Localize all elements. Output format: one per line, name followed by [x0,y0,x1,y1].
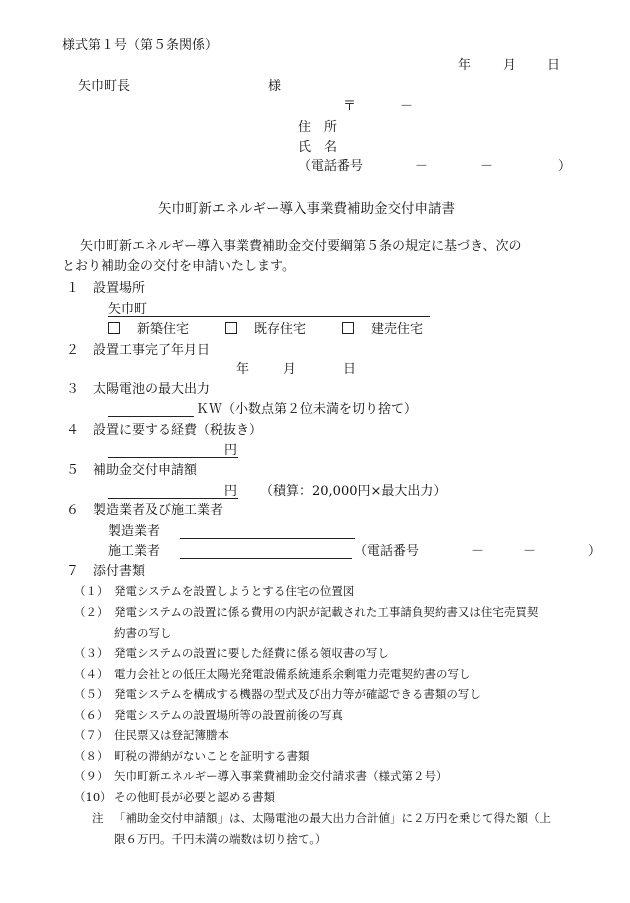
attachment-10-text: その他町長が必要と認める書類 [114,790,275,804]
item-6-number: ６ [66,503,80,518]
phone-line: （電話番号 － － ） [298,159,572,174]
attachment-6-text: 発電システムの設置場所等の設置前後の写真 [114,708,343,722]
item-3-number: ３ [66,382,80,397]
item-2-year: 年 [236,362,250,377]
option-built-for-sale[interactable]: 建売住宅 [342,322,423,338]
attachment-2-text: 発電システムの設置に係る費用の内訳が記載された工事請負契約書又は住宅売買契 [114,605,539,619]
note-line-1: 「補助金交付申請額」は、太陽電池の最大出力合計値」に２万円を乗じて得た額（上 [114,811,551,825]
item-3-output-blank[interactable] [108,402,194,417]
attachment-9-text: 矢巾町新エネルギー導入事業費補助金交付請求書（様式第２号） [114,769,448,783]
attachment-3-text: 発電システムの設置に要した経費に係る領収書の写し [114,646,389,660]
option-existing-house[interactable]: 既存住宅 [225,322,306,338]
name-label: 氏 名 [298,140,338,155]
item-4-number: ４ [66,423,80,438]
attachment-6-number: （６） [74,708,109,722]
item-2-label: 設置工事完了年月日 [93,343,211,358]
intro-line-2: とおり補助金の交付を申請いたします。 [62,259,295,274]
date-month: 月 [503,58,517,73]
option-new-house[interactable]: 新築住宅 [108,322,189,338]
item-1-address-blank[interactable] [108,302,430,317]
item-5-number: ５ [66,463,80,478]
attachment-3-number: （３） [74,646,109,660]
item-4-label: 設置に要する経費（税抜き） [93,423,263,438]
item-4-unit: 円 [224,443,238,458]
item-1-town: 矢巾町 [108,302,148,317]
checkbox-icon[interactable] [342,322,354,334]
item-2-day: 日 [343,362,357,377]
item-7-number: ７ [66,564,80,579]
addressee-honorific: 様 [268,79,282,94]
attachment-7-text: 住民票又は登記簿謄本 [114,728,229,742]
date-day: 日 [547,58,561,73]
maker-label: 製造業者 [108,524,161,539]
item-7-label: 添付書類 [93,564,146,579]
attachment-1-number: （１） [74,584,109,598]
checkbox-icon[interactable] [108,322,120,334]
item-2-month: 月 [283,362,297,377]
item-2-number: ２ [66,343,80,358]
item-5-unit: 円 [224,484,238,499]
builder-phone: （電話番号 － － ） [354,544,602,559]
attachment-5-text: 発電システムを構成する機器の型式及び出力等が確認できる書類の写し [114,687,481,701]
attachment-9-number: （９） [74,769,109,783]
form-label: 様式第１号（第５条関係） [62,38,219,53]
attachment-10-number: （10） [74,790,112,804]
attachment-2-continuation: 約書の写し [114,626,172,640]
attachment-8-text: 町税の滞納がないことを証明する書類 [114,749,310,763]
postal-dash: － [400,99,414,114]
intro-line-1: 矢巾町新エネルギー導入事業費補助金交付要綱第５条の規定に基づき、次の [80,239,522,254]
item-3-label: 太陽電池の最大出力 [93,382,211,397]
item-5-amount-blank[interactable] [108,484,238,499]
builder-label: 施工業者 [108,544,161,559]
attachment-4-number: （４） [74,667,109,681]
item-4-cost-blank[interactable] [108,443,238,458]
item-3-unit: ＫＷ（小数点第２位未満を切り捨て） [196,402,418,417]
builder-blank[interactable] [180,544,352,559]
address-label: 住 所 [298,120,338,135]
attachment-1-text: 発電システムを設置しようとする住宅の位置図 [114,584,355,598]
maker-blank[interactable] [180,524,355,539]
date-year: 年 [458,58,472,73]
item-5-calc: （積算：20,000円×最大出力） [260,484,447,499]
note-line-2: 限６万円。千円未満の端数は切り捨て。） [114,832,327,846]
addressee: 矢巾町長 [78,79,131,94]
attachment-4-text: 電力会社との低圧太陽光発電設備系統連系余剰電力売電契約書の写し [114,667,471,681]
attachment-2-number: （２） [74,605,109,619]
checkbox-icon[interactable] [225,322,237,334]
attachment-8-number: （８） [74,749,109,763]
item-6-label: 製造業者及び施工業者 [93,503,224,518]
item-5-label: 補助金交付申請額 [93,463,198,478]
postal-mark: 〒 [343,99,357,114]
item-1-number: １ [66,281,80,296]
document-title: 矢巾町新エネルギー導入事業費補助金交付申請書 [158,201,455,217]
attachment-5-number: （５） [74,687,109,701]
note-label: 注 [92,811,104,825]
item-1-label: 設置場所 [93,281,146,296]
attachment-7-number: （７） [74,728,109,742]
